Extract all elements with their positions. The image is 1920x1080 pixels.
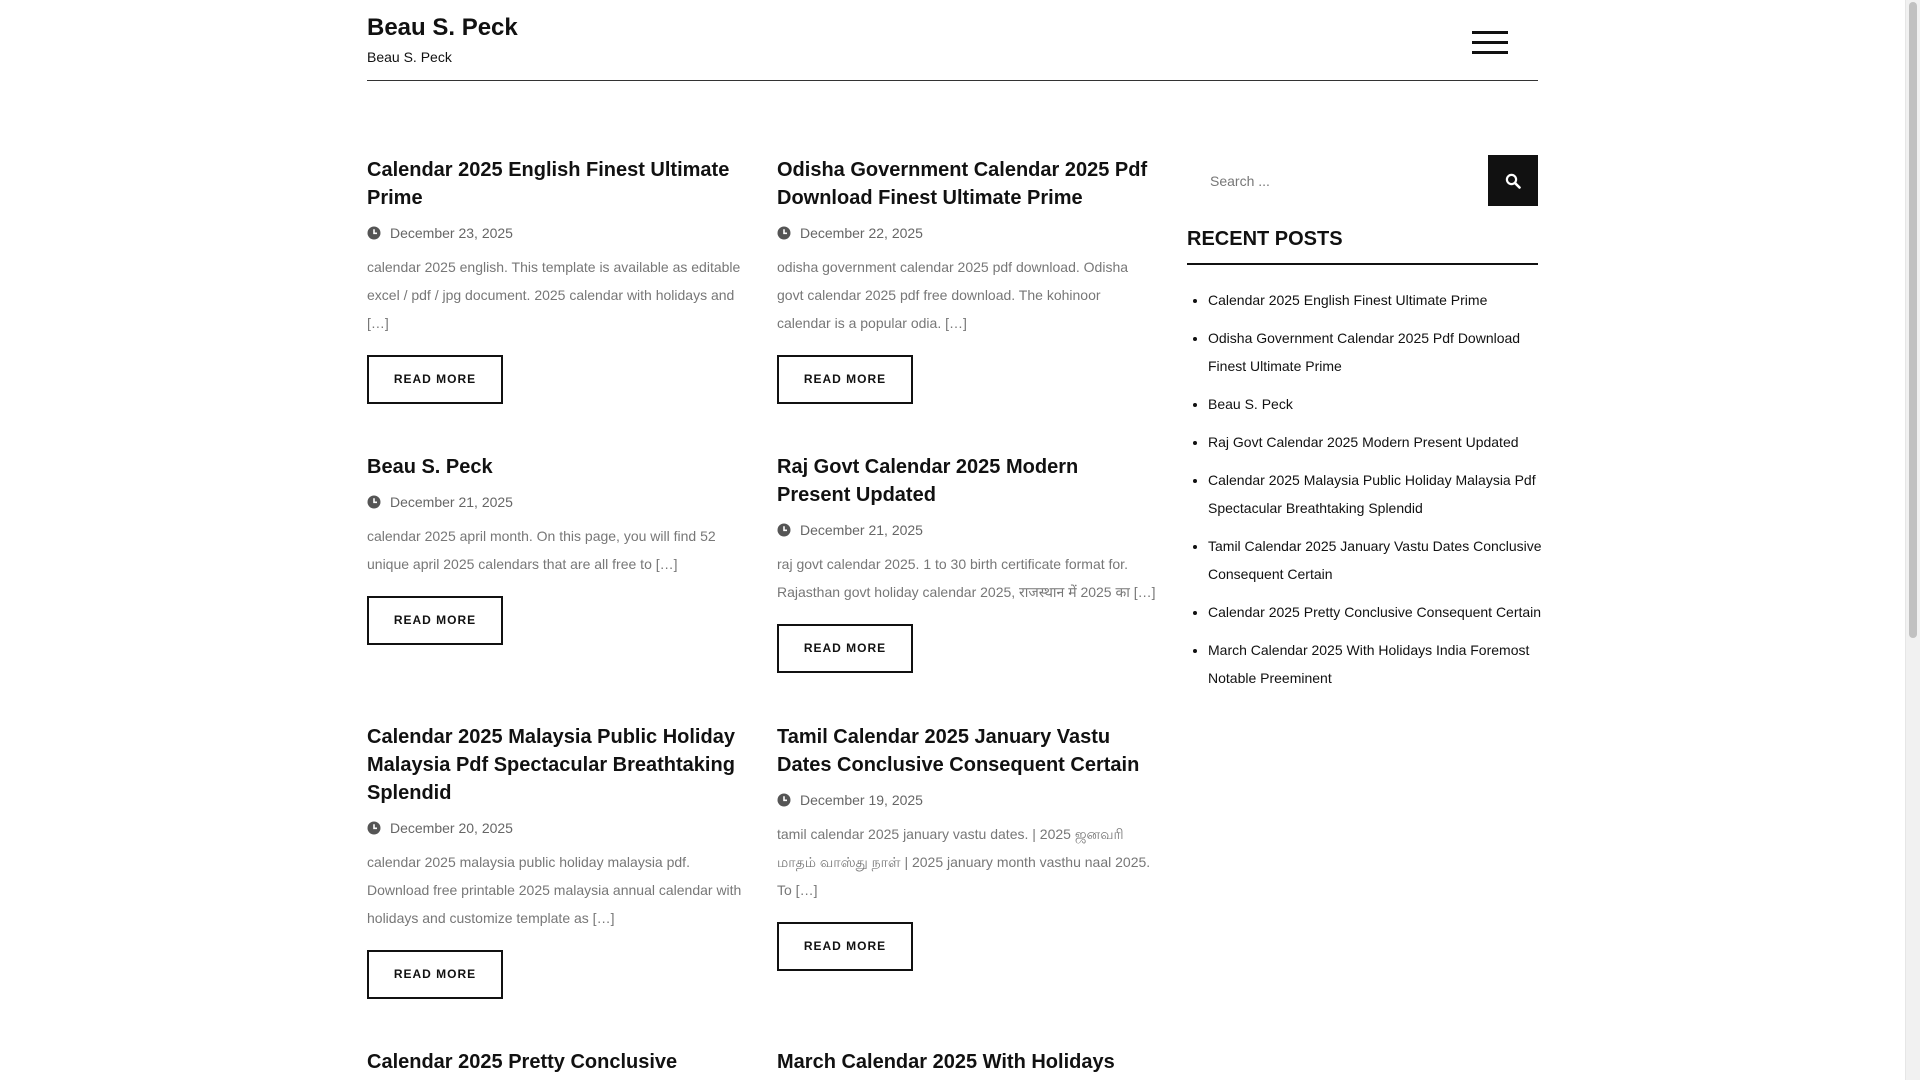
post-title[interactable]: Calendar 2025 Pretty Conclusive (367, 1051, 678, 1073)
site-title[interactable]: Beau S. Peck (367, 14, 518, 41)
post-date-text[interactable]: December 23, 2025 (390, 225, 513, 241)
post-title[interactable]: Beau S. Peck (367, 456, 493, 478)
list-item (1208, 428, 1543, 456)
recent-post-link[interactable]: Calendar 2025 Malaysia Public Holiday Malaysia Pdf Spectacular Breathtaking Splendid (1208, 472, 1536, 516)
read-more-button[interactable]: READ MORE (367, 355, 503, 404)
read-more-button[interactable]: READ MORE (777, 355, 913, 404)
list-item (1208, 286, 1543, 314)
list-item (1208, 532, 1543, 588)
post-excerpt: calendar 2025 english. This template is available as editable excel / pdf / jpg document. 2025 calendar with holidays and […] (367, 259, 741, 331)
read-more-button[interactable]: READ MORE (367, 596, 503, 645)
clock-icon (367, 226, 381, 240)
post-title[interactable]: March Calendar 2025 With Holidays (777, 1051, 1115, 1073)
read-more-button[interactable]: READ MORE (777, 922, 913, 971)
clock-icon (777, 226, 791, 240)
post-card (367, 156, 747, 404)
post-excerpt: calendar 2025 malaysia public holiday malaysia pdf. Download free printable 2025 malaysia annual calendar with holidays and customize template as […] (367, 854, 742, 926)
post-card (777, 1048, 1157, 1076)
page-scrollbar[interactable] (1905, 0, 1920, 1080)
list-item (1208, 324, 1543, 380)
post-title[interactable]: Raj Govt Calendar 2025 Modern Present Updated (777, 456, 1079, 506)
post-date (367, 224, 747, 242)
search-icon (1505, 173, 1521, 189)
post-card (367, 723, 747, 999)
recent-post-link[interactable]: Tamil Calendar 2025 January Vastu Dates Conclusive Consequent Certain (1208, 538, 1542, 582)
read-more-button[interactable]: READ MORE (367, 950, 503, 999)
post-date (367, 819, 747, 837)
search-button[interactable] (1488, 155, 1538, 206)
post-date (777, 521, 1157, 539)
recent-posts-list (1187, 286, 1543, 702)
post-card (367, 1048, 747, 1076)
recent-post-link[interactable]: Calendar 2025 Pretty Conclusive Consequent Certain (1208, 604, 1542, 620)
post-date (367, 493, 747, 511)
post-title[interactable]: Tamil Calendar 2025 January Vastu Dates Conclusive Consequent Certain (777, 726, 1140, 776)
post-title[interactable]: Calendar 2025 Malaysia Public Holiday Malaysia Pdf Spectacular Breathtaking Splendid (367, 726, 735, 804)
search-form (1187, 155, 1538, 206)
post-date (777, 791, 1157, 809)
post-date-text[interactable]: December 19, 2025 (800, 792, 923, 808)
recent-post-link[interactable]: Odisha Government Calendar 2025 Pdf Download Finest Ultimate Prime (1208, 330, 1521, 374)
clock-icon (777, 523, 791, 537)
list-item (1208, 636, 1543, 692)
site-tagline: Beau S. Peck (367, 49, 452, 65)
post-excerpt: odisha government calendar 2025 pdf download. Odisha govt calendar 2025 pdf free download. The kohinoor calendar is a popular odia. […] (777, 259, 1129, 331)
post-card (367, 453, 747, 645)
recent-post-link[interactable]: March Calendar 2025 With Holidays India Foremost Notable Preeminent (1208, 642, 1530, 686)
post-title[interactable]: Calendar 2025 English Finest Ultimate Prime (367, 159, 730, 209)
post-title[interactable]: Odisha Government Calendar 2025 Pdf Download Finest Ultimate Prime (777, 159, 1148, 209)
post-card (777, 453, 1157, 673)
post-excerpt: calendar 2025 april month. On this page, you will find 52 unique april 2025 calendars that are all free to […] (367, 528, 716, 572)
read-more-button[interactable]: READ MORE (777, 624, 913, 673)
recent-posts-heading: RECENT POSTS (1187, 228, 1538, 265)
post-date-text[interactable]: December 21, 2025 (390, 494, 513, 510)
recent-post-link[interactable]: Raj Govt Calendar 2025 Modern Present Updated (1208, 434, 1519, 450)
post-excerpt: tamil calendar 2025 january vastu dates. | 2025 ஜனவரி மாதம் வாஸ்து நாள் | 2025 january month vasthu naal 2025. To […] (777, 826, 1151, 898)
recent-post-link[interactable]: Beau S. Peck (1208, 396, 1293, 412)
hamburger-menu-icon[interactable] (1472, 31, 1508, 55)
scrollbar-thumb[interactable] (1909, 2, 1917, 638)
list-item (1208, 598, 1543, 626)
post-card (777, 156, 1157, 404)
clock-icon (367, 495, 381, 509)
post-date-text[interactable]: December 20, 2025 (390, 820, 513, 836)
post-date-text[interactable]: December 21, 2025 (800, 522, 923, 538)
post-excerpt: raj govt calendar 2025. 1 to 30 birth certificate format for. Rajasthan govt holiday calendar 2025, राजस्थान में 2025 का […] (777, 556, 1156, 600)
clock-icon (367, 821, 381, 835)
clock-icon (777, 793, 791, 807)
list-item (1208, 390, 1543, 418)
post-date (777, 224, 1157, 242)
post-card (777, 723, 1157, 971)
list-item (1208, 466, 1543, 522)
search-input[interactable] (1187, 155, 1489, 206)
recent-post-link[interactable]: Calendar 2025 English Finest Ultimate Prime (1208, 292, 1488, 308)
site-header (367, 0, 1538, 81)
post-date-text[interactable]: December 22, 2025 (800, 225, 923, 241)
